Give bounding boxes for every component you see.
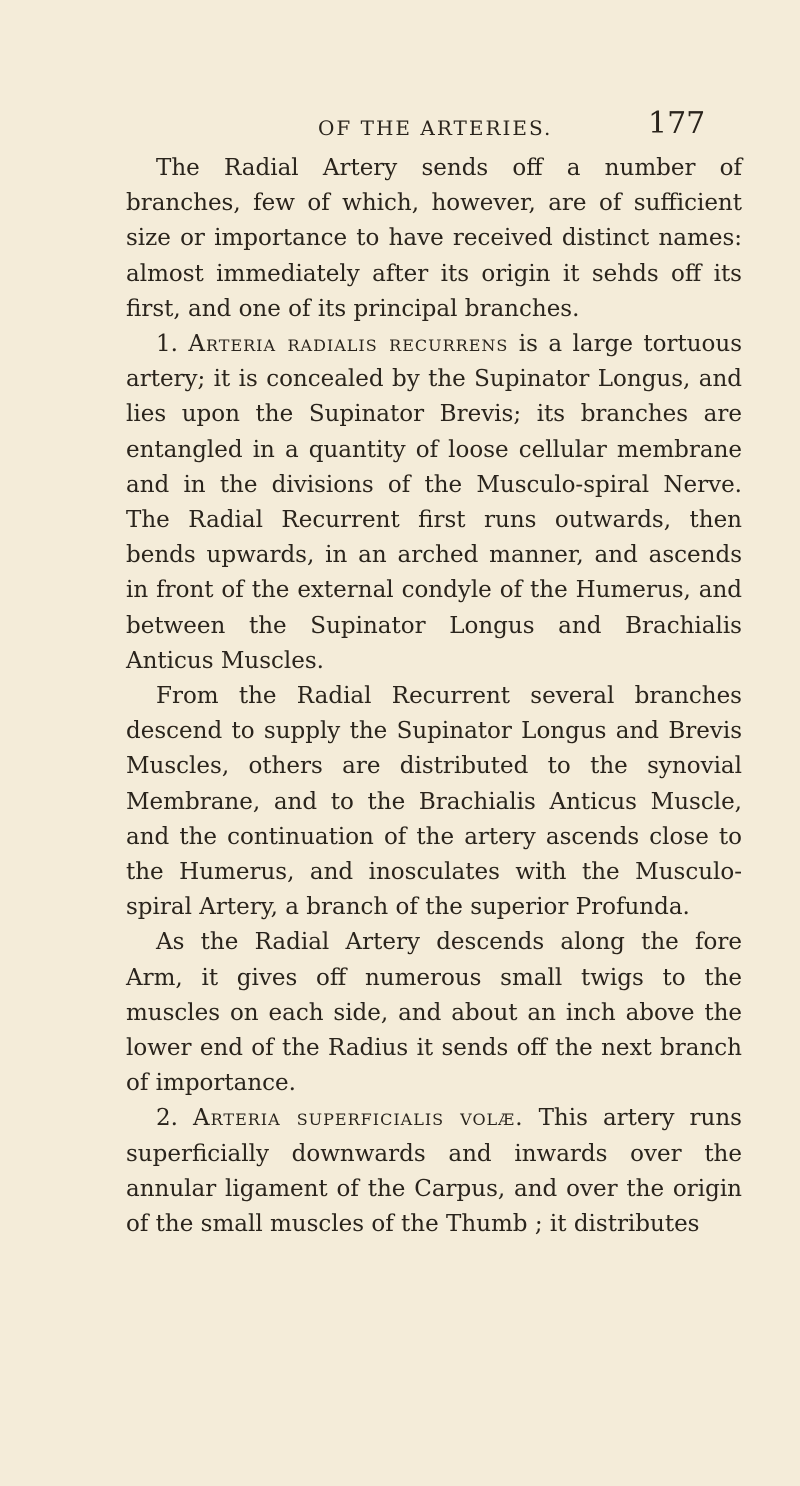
item-number: 1. [156, 331, 178, 358]
paragraph-text: is a large tortuous artery; it is concealed by the Supinator Longus, and lies upon the Supinator Brevis; its branches are entangled in a quantity of loose cellular membrane and in the divisions of the Musculo-spiral Nerve. The Radial Recurrent first runs outwards, then bends upwards, in an arched manner, and ascends in front of the external condyle of the Humerus, and between the Supinator Longus and Brachialis Anticus Muscles. [126, 331, 742, 674]
paragraph-radial-recurrent-branches: From the Radial Recurrent several branches descend to supply the Supinator Longus and Brevis Muscles, others are distributed to the synovial Membrane, and to the Brachialis Anticus Muscle, and the continuation of the artery ascends close to the Humerus, and inosculates with the Musculo-spiral Artery, a branch of the superior Profunda. [126, 683, 742, 921]
paragraph-intro: The Radial Artery sends off a number of branches, few of which, however, are of sufficient size or importance to have received distinct names: almost immediately after its origin it sehds off its first, and one of its principal branches. [126, 155, 742, 322]
artery-heading: Arteria superficialis volæ. [193, 1105, 524, 1132]
page-header [0, 104, 800, 148]
paragraph-text: This artery runs superficially downwards and inwards over the annular ligament of the Carpus, and over the origin of the small muscles of the Thumb ; it distributes [126, 1105, 742, 1238]
body-text [126, 151, 742, 1242]
paragraph-fore-arm-twigs: As the Radial Artery descends along the fore Arm, it gives off numerous small twigs to the muscles on each side, and about an inch above the lower end of the Radius it sends off the next branch of importance. [126, 929, 742, 1097]
item-number: 2. [156, 1105, 178, 1132]
paragraph-arteria-superficialis-volae [126, 1101, 742, 1242]
artery-heading: Arteria radialis recurrens [188, 331, 509, 358]
running-head: OF THE ARTERIES. [318, 116, 553, 140]
page-number: 177 [648, 106, 706, 141]
paragraph-arteria-radialis-recurrens [126, 327, 742, 679]
